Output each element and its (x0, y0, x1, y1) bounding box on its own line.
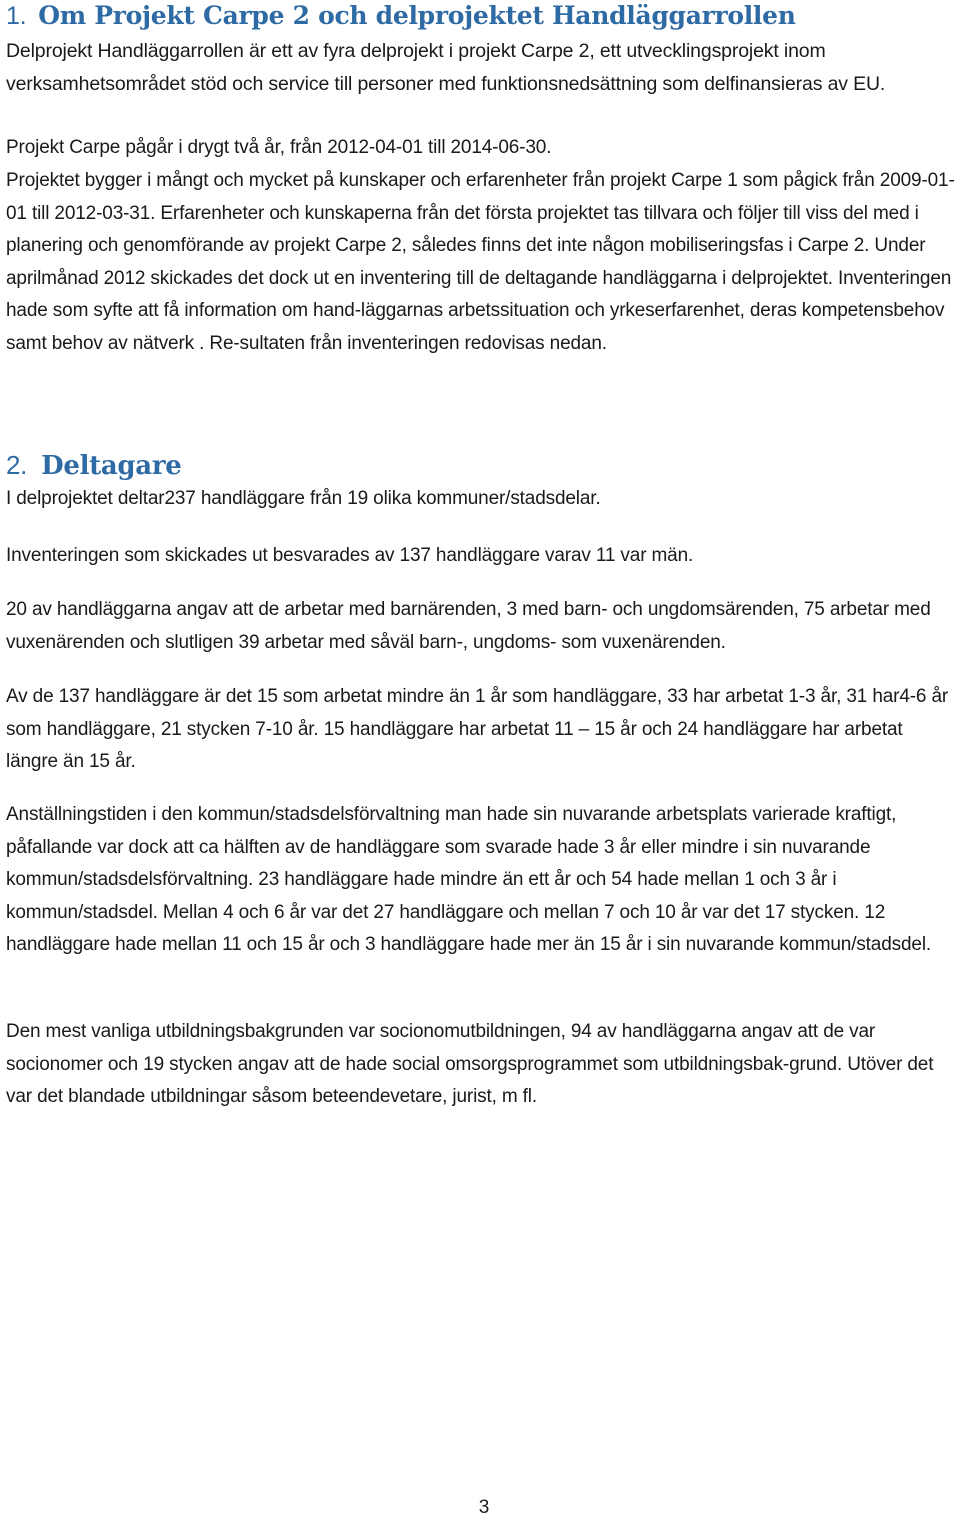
participants-paragraph: I delprojektet deltar237 handläggare från 19 olika kommuner/stadsdelar. (6, 488, 601, 509)
section-1-dates-paragraph: Projekt Carpe pågår i drygt två år, från 2012-04-01 till 2014-06-30. (6, 137, 552, 158)
section-2-title: Deltagare (41, 451, 182, 481)
experience-paragraph: Av de 137 handläggare är det 15 som arbetat mindre än 1 år som handläggare, 33 har arbetat 1-3 år, 31 har4-6 år som handläggare, 21 stycken 7-10 år. 15 handläggare har arbetat 11 – 15 år och 24 handläggare har arbetat längre än 15 år. (6, 686, 949, 772)
section-1-title: Om Projekt Carpe 2 och delprojektet Handläggarrollen (38, 1, 796, 30)
survey-response-paragraph: Inventeringen som skickades ut besvarades av 137 handläggare varav 11 var män. (6, 545, 694, 566)
page-number: 3 (478, 1497, 490, 1518)
section-1-intro-paragraph: Delprojekt Handläggarrollen är ett av fyra delprojekt i projekt Carpe 2, ett utvecklingsprojekt inom verksamhetsområdet stöd och service till personer med funktionsnedsättning som delfinansieras av EU. (6, 40, 886, 95)
employment-time-paragraph: Anställningstiden i den kommun/stadsdelsförvaltning man hade sin nuvarande arbetsplats varierade kraftigt, påfallande var dock att ca hälften av de handläggare som svarade hade 3 år eller mindre i sin nuvarande kommun/stadsdelsförvaltning. 23 handläggare hade mindre än ett år och 54 hade mellan 1 och 3 år i kommun/stadsdel. Mellan 4 och 6 år var det 27 handläggare och mellan 7 och 10 år var det 17 stycken. 12 handläggare hade mellan 11 och 15 år och 3 handläggare hade mer än 15 år i sin nuvarande kommun/stadsdel. (6, 804, 932, 955)
section-2-heading (6, 448, 181, 483)
education-paragraph: Den mest vanliga utbildningsbakgrunden var socionomutbildningen, 94 av handläggarna angav att de var socionomer och 19 stycken angav att de hade social omsorgsprogrammet som utbildningsbak-grund. Utöver det var det blandade utbildningar såsom beteendevetare, jurist, m fl. (6, 1021, 934, 1107)
section-1-carpe1-paragraph: Projektet bygger i mångt och mycket på kunskaper och erfarenheter från projekt Carpe 1 som pågick från 2009-01-01 till 2012-03-31. Erfarenheter och kunskaperna från det första projektet tas tillvara och följer till viss del med i planering och genomförande av projekt Carpe 2, således finns det inte någon mobiliseringsfas i Carpe 2. Under aprilmånad 2012 skickades det dock ut en inventering till de deltagande handläggarna i delprojektet. Inventeringen hade som syfte att få information om hand-läggarnas arbetssituation och yrkeserfarenhet, deras kompetensbehov samt behov av nätverk . Re-sultaten från inventeringen redovisas nedan. (6, 170, 955, 354)
section-1-number: 1. (6, 2, 27, 30)
case-type-paragraph: 20 av handläggarna angav att de arbetar med barnärenden, 3 med barn- och ungdomsärenden, 75 arbetar med vuxenärenden och slutligen 39 arbetar med såväl barn-, ungdoms- som vuxenärenden. (6, 599, 931, 653)
section-2-number: 2. (6, 450, 28, 480)
section-1-heading (6, 0, 796, 32)
